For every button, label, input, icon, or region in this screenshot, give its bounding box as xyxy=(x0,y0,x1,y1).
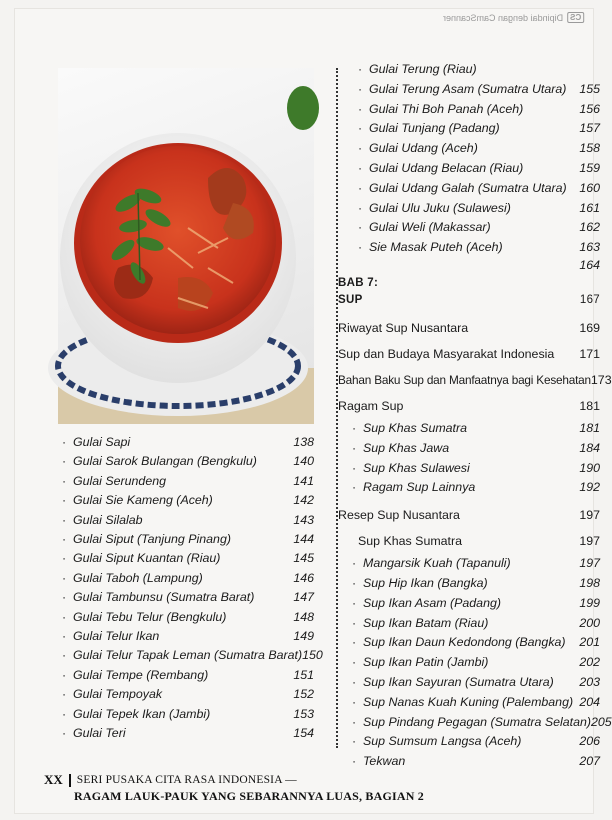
chapter-title-row xyxy=(338,291,600,309)
entry-page: 152 xyxy=(293,687,314,702)
toc-entry xyxy=(352,673,600,693)
entry-title xyxy=(352,732,521,752)
toc-entry xyxy=(62,588,314,607)
toc-entry xyxy=(62,627,314,646)
bullet-icon: · xyxy=(358,81,363,96)
camscanner-logo-icon: CS xyxy=(567,12,584,23)
bullet-icon: · xyxy=(358,220,363,235)
bullet-icon: · xyxy=(352,674,357,689)
entry-title xyxy=(62,569,203,588)
bullet-icon: · xyxy=(62,706,67,721)
entry-title-text: Sup Ikan Sayuran (Sumatra Utara) xyxy=(363,674,554,689)
entry-page: 151 xyxy=(293,667,314,682)
toc-entry xyxy=(352,633,600,653)
entry-title xyxy=(358,218,491,238)
section-page: 169 xyxy=(579,320,600,335)
entry-title-text: Gulai Terung Asam (Sumatra Utara) xyxy=(369,81,567,96)
toc-entry xyxy=(62,569,314,588)
bullet-icon: · xyxy=(62,512,67,527)
toc-entry xyxy=(338,139,600,159)
bullet-icon: · xyxy=(62,454,67,469)
book-subtitle: RAGAM LAUK-PAUK YANG SEBARANNYA LUAS, BAGIAN 2 xyxy=(74,789,425,803)
entry-title-text: Gulai Udang (Aceh) xyxy=(369,141,478,156)
entry-title-text: Gulai Telur Ikan xyxy=(73,629,160,644)
toc-entry xyxy=(62,705,314,724)
entry-title-text: Sie Masak Puteh (Aceh) xyxy=(369,240,503,255)
bullet-icon: · xyxy=(358,121,363,136)
page-footer xyxy=(44,772,424,804)
toc-entry xyxy=(62,724,314,743)
toc-entry xyxy=(338,80,600,100)
entry-title xyxy=(62,627,159,646)
bullet-icon: · xyxy=(62,609,67,624)
entry-title-text: Gulai Thi Boh Panah (Aceh) xyxy=(369,101,524,116)
bullet-icon: · xyxy=(352,480,357,495)
resep-items xyxy=(338,554,612,772)
entry-title-text: Gulai Sie Kameng (Aceh) xyxy=(73,493,213,508)
entry-title xyxy=(352,594,501,614)
toc-entry xyxy=(62,666,314,685)
toc-entry xyxy=(62,433,314,452)
toc-entry xyxy=(338,60,600,80)
entry-page: 145 xyxy=(293,551,314,566)
entry-page: 204 xyxy=(579,694,600,709)
right-toc-column xyxy=(338,60,612,772)
entry-title xyxy=(352,693,573,713)
entry-title xyxy=(352,459,470,479)
entry-title xyxy=(62,685,162,704)
entry-title xyxy=(358,238,503,258)
entry-title-text: Gulai Ulu Juku (Sulawesi) xyxy=(369,200,511,215)
entry-title-text: Sup Khas Sulawesi xyxy=(363,460,470,475)
entry-title xyxy=(62,646,302,665)
section-title: Sup dan Budaya Masyarakat Indonesia xyxy=(338,346,555,361)
bullet-icon: · xyxy=(352,714,357,729)
entry-title-text: Sup Sumsum Langsa (Aceh) xyxy=(363,734,522,749)
toc-entry xyxy=(62,452,314,471)
entry-title-text: Gulai Udang Galah (Sumatra Utara) xyxy=(369,180,567,195)
bullet-icon: · xyxy=(62,629,67,644)
bullet-icon: · xyxy=(358,141,363,156)
entry-title xyxy=(352,478,475,498)
entry-page: 192 xyxy=(579,480,600,495)
entry-page: 199 xyxy=(579,595,600,610)
entry-title xyxy=(352,633,566,653)
bullet-icon: · xyxy=(358,180,363,195)
toc-entry xyxy=(352,653,600,673)
resep-sub-page: 197 xyxy=(579,534,600,549)
entry-title xyxy=(358,159,523,179)
entry-title xyxy=(62,491,213,510)
bullet-icon: · xyxy=(352,440,357,455)
bullet-icon: · xyxy=(352,734,357,749)
entry-title-text: Tekwan xyxy=(363,754,406,769)
entry-page: 158 xyxy=(579,141,600,156)
entry-page: 161 xyxy=(579,200,600,215)
entry-title-text: Gulai Tambunsu (Sumatra Barat) xyxy=(73,590,255,605)
bullet-icon: · xyxy=(62,570,67,585)
entry-title xyxy=(352,554,511,574)
entry-title-text: Gulai Tunjang (Padang) xyxy=(369,121,500,136)
entry-page: 159 xyxy=(579,160,600,175)
bullet-icon: · xyxy=(62,667,67,682)
toc-entry xyxy=(62,472,314,491)
entry-page: 140 xyxy=(293,454,314,469)
bullet-icon: · xyxy=(352,556,357,571)
entry-page: 148 xyxy=(293,609,314,624)
scanner-watermark xyxy=(443,12,584,23)
bullet-icon: · xyxy=(62,473,67,488)
entry-title xyxy=(358,139,478,159)
entry-page: 149 xyxy=(293,629,314,644)
entry-title-text: Sup Hip Ikan (Bangka) xyxy=(363,575,488,590)
entry-page: 203 xyxy=(579,674,600,689)
toc-entry xyxy=(338,179,600,199)
entry-title-text: Mangarsik Kuah (Tapanuli) xyxy=(363,556,511,571)
bullet-icon: · xyxy=(352,754,357,769)
footer-separator xyxy=(69,774,71,787)
trailing-page: 164 xyxy=(579,257,600,272)
resep-sub-heading xyxy=(338,528,600,554)
entry-page: 150 xyxy=(302,648,323,663)
toc-entry xyxy=(352,439,600,459)
chapter-heading xyxy=(338,275,600,309)
entry-title-text: Sup Khas Jawa xyxy=(363,440,450,455)
bullet-icon: · xyxy=(352,635,357,650)
entry-title xyxy=(352,419,467,439)
entry-title-text: Gulai Udang Belacan (Riau) xyxy=(369,160,524,175)
ragam-title: Ragam Sup xyxy=(338,398,404,413)
entry-page: 147 xyxy=(293,590,314,605)
entry-page: 157 xyxy=(579,121,600,136)
bullet-icon: · xyxy=(358,240,363,255)
entry-title-text: Gulai Siput (Tanjung Pinang) xyxy=(73,532,231,547)
entry-title-text: Gulai Tebu Telur (Bengkulu) xyxy=(73,609,227,624)
series-title: SERI PUSAKA CITA RASA INDONESIA — xyxy=(76,774,297,786)
bullet-icon: · xyxy=(62,687,67,702)
entry-page: 201 xyxy=(579,635,600,650)
chapter-label: BAB 7: xyxy=(338,276,379,289)
toc-entry xyxy=(352,752,600,772)
entry-page: 205 xyxy=(591,714,612,729)
entry-title-text: Sup Ikan Daun Kedondong (Bangka) xyxy=(363,635,566,650)
entry-title xyxy=(352,752,405,772)
section-entry xyxy=(338,315,600,341)
left-toc-list xyxy=(62,433,323,744)
bullet-icon: · xyxy=(358,160,363,175)
entry-title-text: Ragam Sup Lainnya xyxy=(363,480,476,495)
entry-title-text: Gulai Telur Tapak Leman (Sumatra Barat) xyxy=(73,648,303,663)
entry-page: 142 xyxy=(293,493,314,508)
entry-title-text: Gulai Weli (Makassar) xyxy=(369,220,491,235)
entry-title-text: Sup Ikan Patin (Jambi) xyxy=(363,655,489,670)
entry-title xyxy=(352,614,488,634)
toc-entry xyxy=(352,574,600,594)
entry-page: 162 xyxy=(579,220,600,235)
entry-title xyxy=(62,472,166,491)
entry-page: 156 xyxy=(579,101,600,116)
entry-page: 200 xyxy=(579,615,600,630)
toc-entry xyxy=(338,159,600,179)
entry-title xyxy=(62,705,210,724)
bullet-icon: · xyxy=(62,648,67,663)
section-entry xyxy=(338,341,600,367)
entry-title-text: Gulai Silalab xyxy=(73,512,143,527)
bullet-icon: · xyxy=(62,493,67,508)
toc-trailing-page-row xyxy=(338,258,600,272)
entry-page: 181 xyxy=(579,420,600,435)
bullet-icon: · xyxy=(62,551,67,566)
toc-entry xyxy=(338,218,600,238)
toc-entry xyxy=(352,732,600,752)
entry-page: 155 xyxy=(579,81,600,96)
entry-page: 207 xyxy=(579,754,600,769)
entry-page: 190 xyxy=(579,460,600,475)
bullet-icon: · xyxy=(62,726,67,741)
section-entry xyxy=(338,367,612,393)
section-page: 173 xyxy=(590,372,612,387)
toc-entry xyxy=(62,511,314,530)
entry-title-text: Sup Pindang Pegagan (Sumatra Selatan) xyxy=(363,714,592,729)
toc-entry xyxy=(352,459,600,479)
entry-title xyxy=(358,60,477,80)
toc-entry xyxy=(338,199,600,219)
toc-entry xyxy=(338,238,600,258)
entry-title xyxy=(62,608,226,627)
entry-page: 198 xyxy=(579,575,600,590)
entry-title-text: Sup Ikan Asam (Padang) xyxy=(363,595,501,610)
entry-page: 138 xyxy=(293,435,314,449)
chapter-title: SUP xyxy=(338,293,363,306)
entry-title xyxy=(62,724,126,743)
section-title: Bahan Baku Sup dan Manfaatnya bagi Kesehatan xyxy=(338,372,591,387)
entry-title-text: Gulai Terung (Riau) xyxy=(369,62,477,76)
bullet-icon: · xyxy=(352,615,357,630)
entry-title-text: Sup Nanas Kuah Kuning (Palembang) xyxy=(363,694,574,709)
entry-title xyxy=(358,100,523,120)
toc-entry xyxy=(338,119,600,139)
bullet-icon: · xyxy=(62,435,67,449)
bullet-icon: · xyxy=(352,595,357,610)
entry-title xyxy=(62,511,143,530)
resep-sub-title: Sup Khas Sumatra xyxy=(358,534,463,549)
bullet-icon: · xyxy=(62,590,67,605)
entry-title-text: Gulai Tepek Ikan (Jambi) xyxy=(73,706,211,721)
entry-title xyxy=(358,119,500,139)
entry-page: 153 xyxy=(293,706,314,721)
toc-entry xyxy=(352,693,600,713)
toc-entry xyxy=(352,713,612,733)
toc-entry xyxy=(352,419,600,439)
bullet-icon: · xyxy=(352,420,357,435)
bullet-icon: · xyxy=(358,101,363,116)
entry-title xyxy=(62,433,130,452)
bullet-icon: · xyxy=(358,62,363,76)
entry-page: 206 xyxy=(579,734,600,749)
resep-page: 197 xyxy=(579,508,600,523)
entry-title-text: Gulai Siput Kuantan (Riau) xyxy=(73,551,221,566)
entry-page: 197 xyxy=(579,556,600,571)
watermark-text: Dipindai dengan CamScanner xyxy=(442,12,563,23)
entry-page: 144 xyxy=(293,532,314,547)
entry-title-text: Sup Khas Sumatra xyxy=(363,420,468,435)
toc-entry xyxy=(62,549,314,568)
toc-entry xyxy=(352,614,600,634)
entry-title xyxy=(62,452,257,471)
entry-title xyxy=(62,549,220,568)
toc-entry xyxy=(62,608,314,627)
entry-title-text: Gulai Tempoyak xyxy=(73,687,163,702)
chapter-page: 167 xyxy=(579,293,600,306)
bullet-icon: · xyxy=(62,532,67,547)
bullet-icon: · xyxy=(352,694,357,709)
toc-entry xyxy=(62,530,314,549)
entry-title xyxy=(62,666,208,685)
resep-heading xyxy=(338,502,600,528)
toc-entry xyxy=(62,685,314,704)
section-title: Riwayat Sup Nusantara xyxy=(338,320,469,335)
entry-page: 146 xyxy=(293,570,314,585)
entry-page: 143 xyxy=(293,512,314,527)
bullet-icon: · xyxy=(352,575,357,590)
entry-title-text: Gulai Sapi xyxy=(73,435,131,449)
entry-title xyxy=(62,588,254,607)
entry-title-text: Gulai Taboh (Lampung) xyxy=(73,570,203,585)
entry-title xyxy=(358,179,567,199)
bullet-icon: · xyxy=(358,200,363,215)
right-top-list xyxy=(338,60,600,272)
entry-title-text: Sup Ikan Batam (Riau) xyxy=(363,615,489,630)
entry-page: 154 xyxy=(293,726,314,741)
book-page xyxy=(14,8,612,814)
toc-entry xyxy=(62,491,314,510)
toc-entry xyxy=(352,594,600,614)
entry-title-text: Gulai Tempe (Rembang) xyxy=(73,667,209,682)
entry-page: 184 xyxy=(579,440,600,455)
entry-title-text: Gulai Sarok Bulangan (Bengkulu) xyxy=(73,454,257,469)
ragam-page: 181 xyxy=(579,398,600,413)
gulai-dish-photo xyxy=(58,68,314,424)
entry-title xyxy=(352,439,449,459)
toc-entry xyxy=(62,646,323,665)
entry-title xyxy=(352,653,488,673)
entry-title xyxy=(352,673,554,693)
section-list xyxy=(338,315,612,393)
toc-entry xyxy=(338,100,600,120)
entry-title xyxy=(358,199,511,219)
entry-page: 160 xyxy=(579,180,600,195)
entry-title xyxy=(358,80,566,100)
entry-page: 202 xyxy=(579,655,600,670)
entry-title xyxy=(352,574,488,594)
entry-page: 141 xyxy=(293,473,314,488)
toc-entry xyxy=(352,478,600,498)
resep-title: Resep Sup Nusantara xyxy=(338,508,460,523)
bullet-icon: · xyxy=(352,460,357,475)
entry-page: 163 xyxy=(579,240,600,255)
ragam-heading xyxy=(338,393,600,419)
page-number-label: XX xyxy=(44,772,63,787)
section-page: 171 xyxy=(579,346,600,361)
entry-title xyxy=(352,713,591,733)
toc-entry xyxy=(352,554,600,574)
entry-title-text: Gulai Teri xyxy=(73,726,126,741)
bullet-icon: · xyxy=(352,655,357,670)
ragam-items xyxy=(338,419,600,498)
entry-title-text: Gulai Serundeng xyxy=(73,473,166,488)
entry-title xyxy=(62,530,231,549)
